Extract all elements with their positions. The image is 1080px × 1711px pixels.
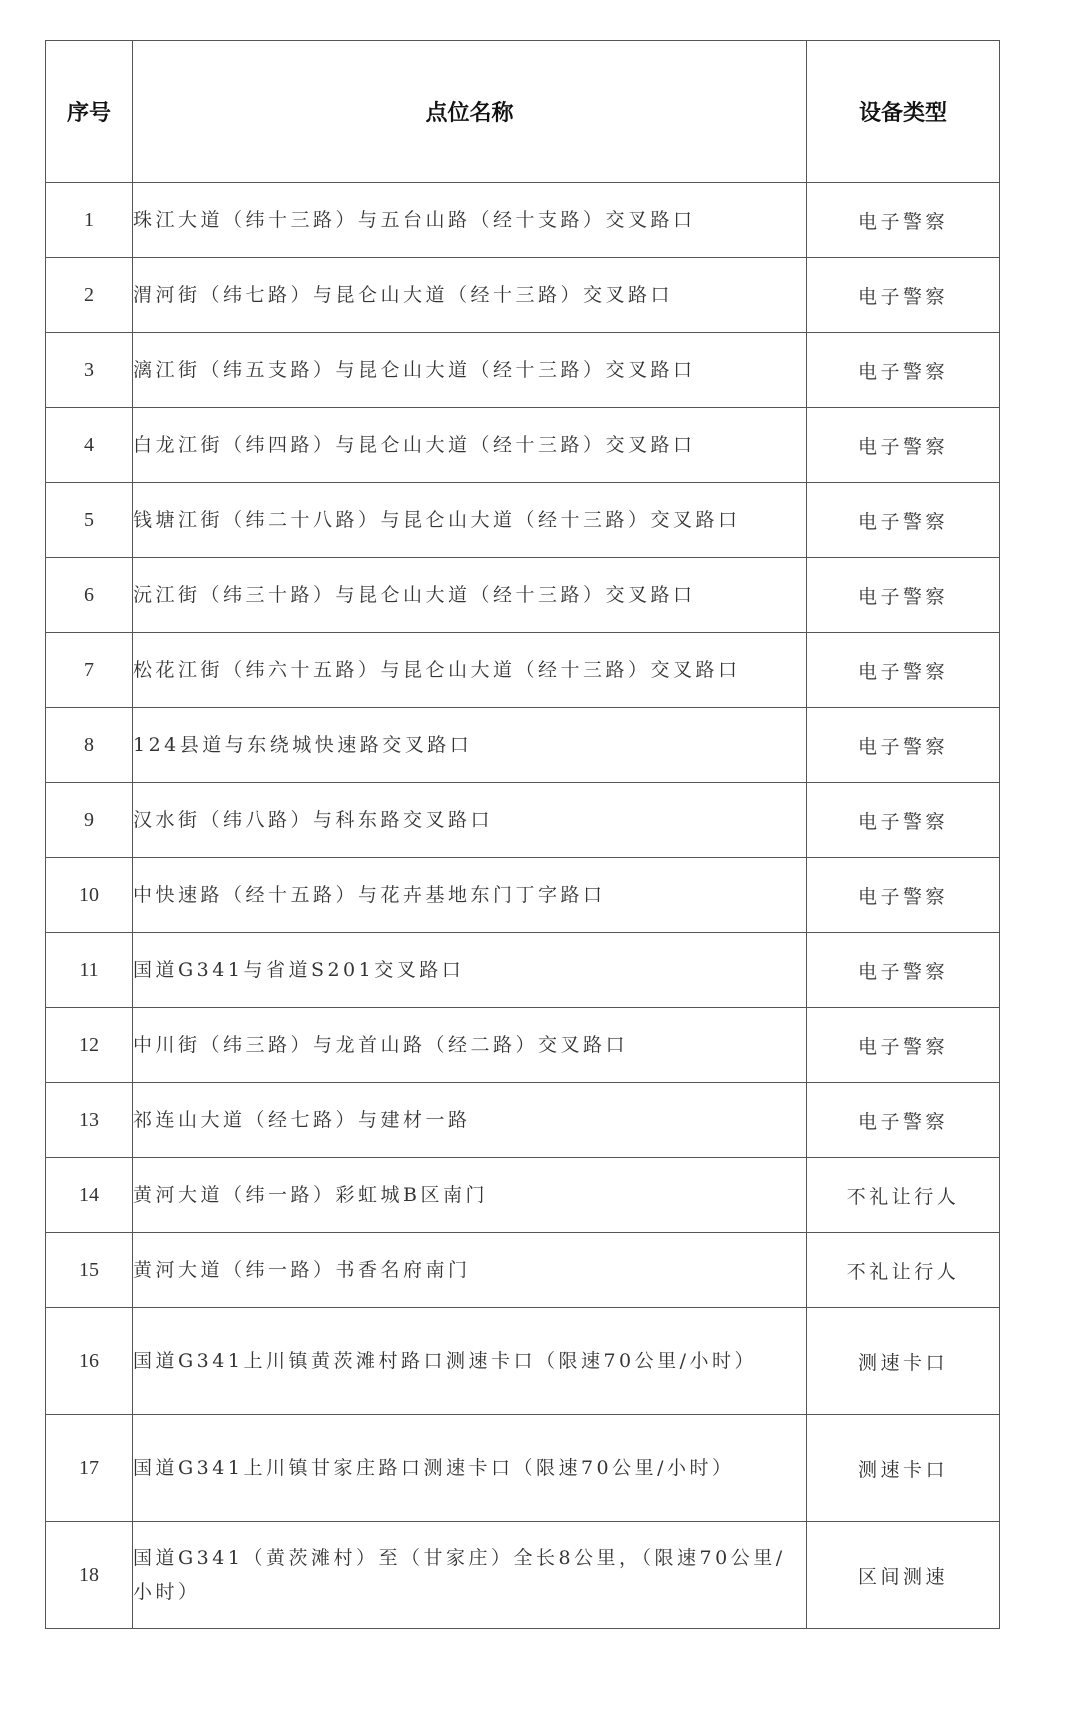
row-location-name: 国道G341上川镇甘家庄路口测速卡口（限速70公里/小时）: [133, 1415, 807, 1522]
table-header-row: [46, 41, 1000, 183]
row-location-name: 钱塘江街（纬二十八路）与昆仑山大道（经十三路）交叉路口: [133, 483, 807, 558]
row-location-name: 中川街（纬三路）与龙首山路（经二路）交叉路口: [133, 1008, 807, 1083]
row-device-type: 测速卡口: [807, 1308, 1000, 1415]
table-row: [46, 1008, 1000, 1083]
row-index: 18: [46, 1522, 133, 1629]
row-location-name: 渭河街（纬七路）与昆仑山大道（经十三路）交叉路口: [133, 258, 807, 333]
row-location-name: 黄河大道（纬一路）彩虹城B区南门: [133, 1158, 807, 1233]
row-device-type: 电子警察: [807, 483, 1000, 558]
row-index: 16: [46, 1308, 133, 1415]
row-device-type: 电子警察: [807, 558, 1000, 633]
table-row: [46, 333, 1000, 408]
row-location-name: 黄河大道（纬一路）书香名府南门: [133, 1233, 807, 1308]
row-location-name: 沅江街（纬三十路）与昆仑山大道（经十三路）交叉路口: [133, 558, 807, 633]
row-location-name: 中快速路（经十五路）与花卉基地东门丁字路口: [133, 858, 807, 933]
table-row: [46, 1158, 1000, 1233]
row-location-name: 松花江街（纬六十五路）与昆仑山大道（经十三路）交叉路口: [133, 633, 807, 708]
table-row: [46, 783, 1000, 858]
row-device-type: 电子警察: [807, 333, 1000, 408]
table-row: [46, 408, 1000, 483]
header-location-name: 点位名称: [133, 41, 807, 183]
row-index: 8: [46, 708, 133, 783]
row-index: 4: [46, 408, 133, 483]
row-device-type: 电子警察: [807, 708, 1000, 783]
row-index: 10: [46, 858, 133, 933]
row-location-name: 珠江大道（纬十三路）与五台山路（经十支路）交叉路口: [133, 183, 807, 258]
row-index: 15: [46, 1233, 133, 1308]
row-index: 6: [46, 558, 133, 633]
row-device-type: 电子警察: [807, 933, 1000, 1008]
row-index: 1: [46, 183, 133, 258]
row-device-type: 不礼让行人: [807, 1233, 1000, 1308]
table-row: [46, 1522, 1000, 1629]
row-device-type: 电子警察: [807, 183, 1000, 258]
row-location-name: 国道G341与省道S201交叉路口: [133, 933, 807, 1008]
row-device-type: 电子警察: [807, 783, 1000, 858]
row-index: 3: [46, 333, 133, 408]
row-index: 14: [46, 1158, 133, 1233]
row-index: 2: [46, 258, 133, 333]
row-device-type: 电子警察: [807, 408, 1000, 483]
table-row: [46, 1415, 1000, 1522]
row-location-name: 124县道与东绕城快速路交叉路口: [133, 708, 807, 783]
row-device-type: 测速卡口: [807, 1415, 1000, 1522]
header-device-type: 设备类型: [807, 41, 1000, 183]
row-index: 7: [46, 633, 133, 708]
table-row: [46, 483, 1000, 558]
table-row: [46, 1308, 1000, 1415]
header-index: 序号: [46, 41, 133, 183]
row-device-type: 电子警察: [807, 258, 1000, 333]
row-location-name: 汉水街（纬八路）与科东路交叉路口: [133, 783, 807, 858]
row-device-type: 电子警察: [807, 1008, 1000, 1083]
row-location-name: 国道G341（黄茨滩村）至（甘家庄）全长8公里，（限速70公里/小时）: [133, 1522, 807, 1629]
row-index: 9: [46, 783, 133, 858]
row-index: 11: [46, 933, 133, 1008]
row-index: 17: [46, 1415, 133, 1522]
table-row: [46, 1233, 1000, 1308]
row-index: 12: [46, 1008, 133, 1083]
row-index: 5: [46, 483, 133, 558]
table-row: [46, 1083, 1000, 1158]
row-location-name: 白龙江街（纬四路）与昆仑山大道（经十三路）交叉路口: [133, 408, 807, 483]
table-row: [46, 708, 1000, 783]
row-device-type: 电子警察: [807, 858, 1000, 933]
table-row: [46, 558, 1000, 633]
table-row: [46, 183, 1000, 258]
device-location-table: [45, 40, 1000, 1629]
table-row: [46, 858, 1000, 933]
row-device-type: 不礼让行人: [807, 1158, 1000, 1233]
table-row: [46, 258, 1000, 333]
row-device-type: 区间测速: [807, 1522, 1000, 1629]
row-location-name: 国道G341上川镇黄茨滩村路口测速卡口（限速70公里/小时）: [133, 1308, 807, 1415]
row-device-type: 电子警察: [807, 1083, 1000, 1158]
table-row: [46, 933, 1000, 1008]
row-location-name: 漓江街（纬五支路）与昆仑山大道（经十三路）交叉路口: [133, 333, 807, 408]
row-index: 13: [46, 1083, 133, 1158]
row-device-type: 电子警察: [807, 633, 1000, 708]
table-row: [46, 633, 1000, 708]
row-location-name: 祁连山大道（经七路）与建材一路: [133, 1083, 807, 1158]
